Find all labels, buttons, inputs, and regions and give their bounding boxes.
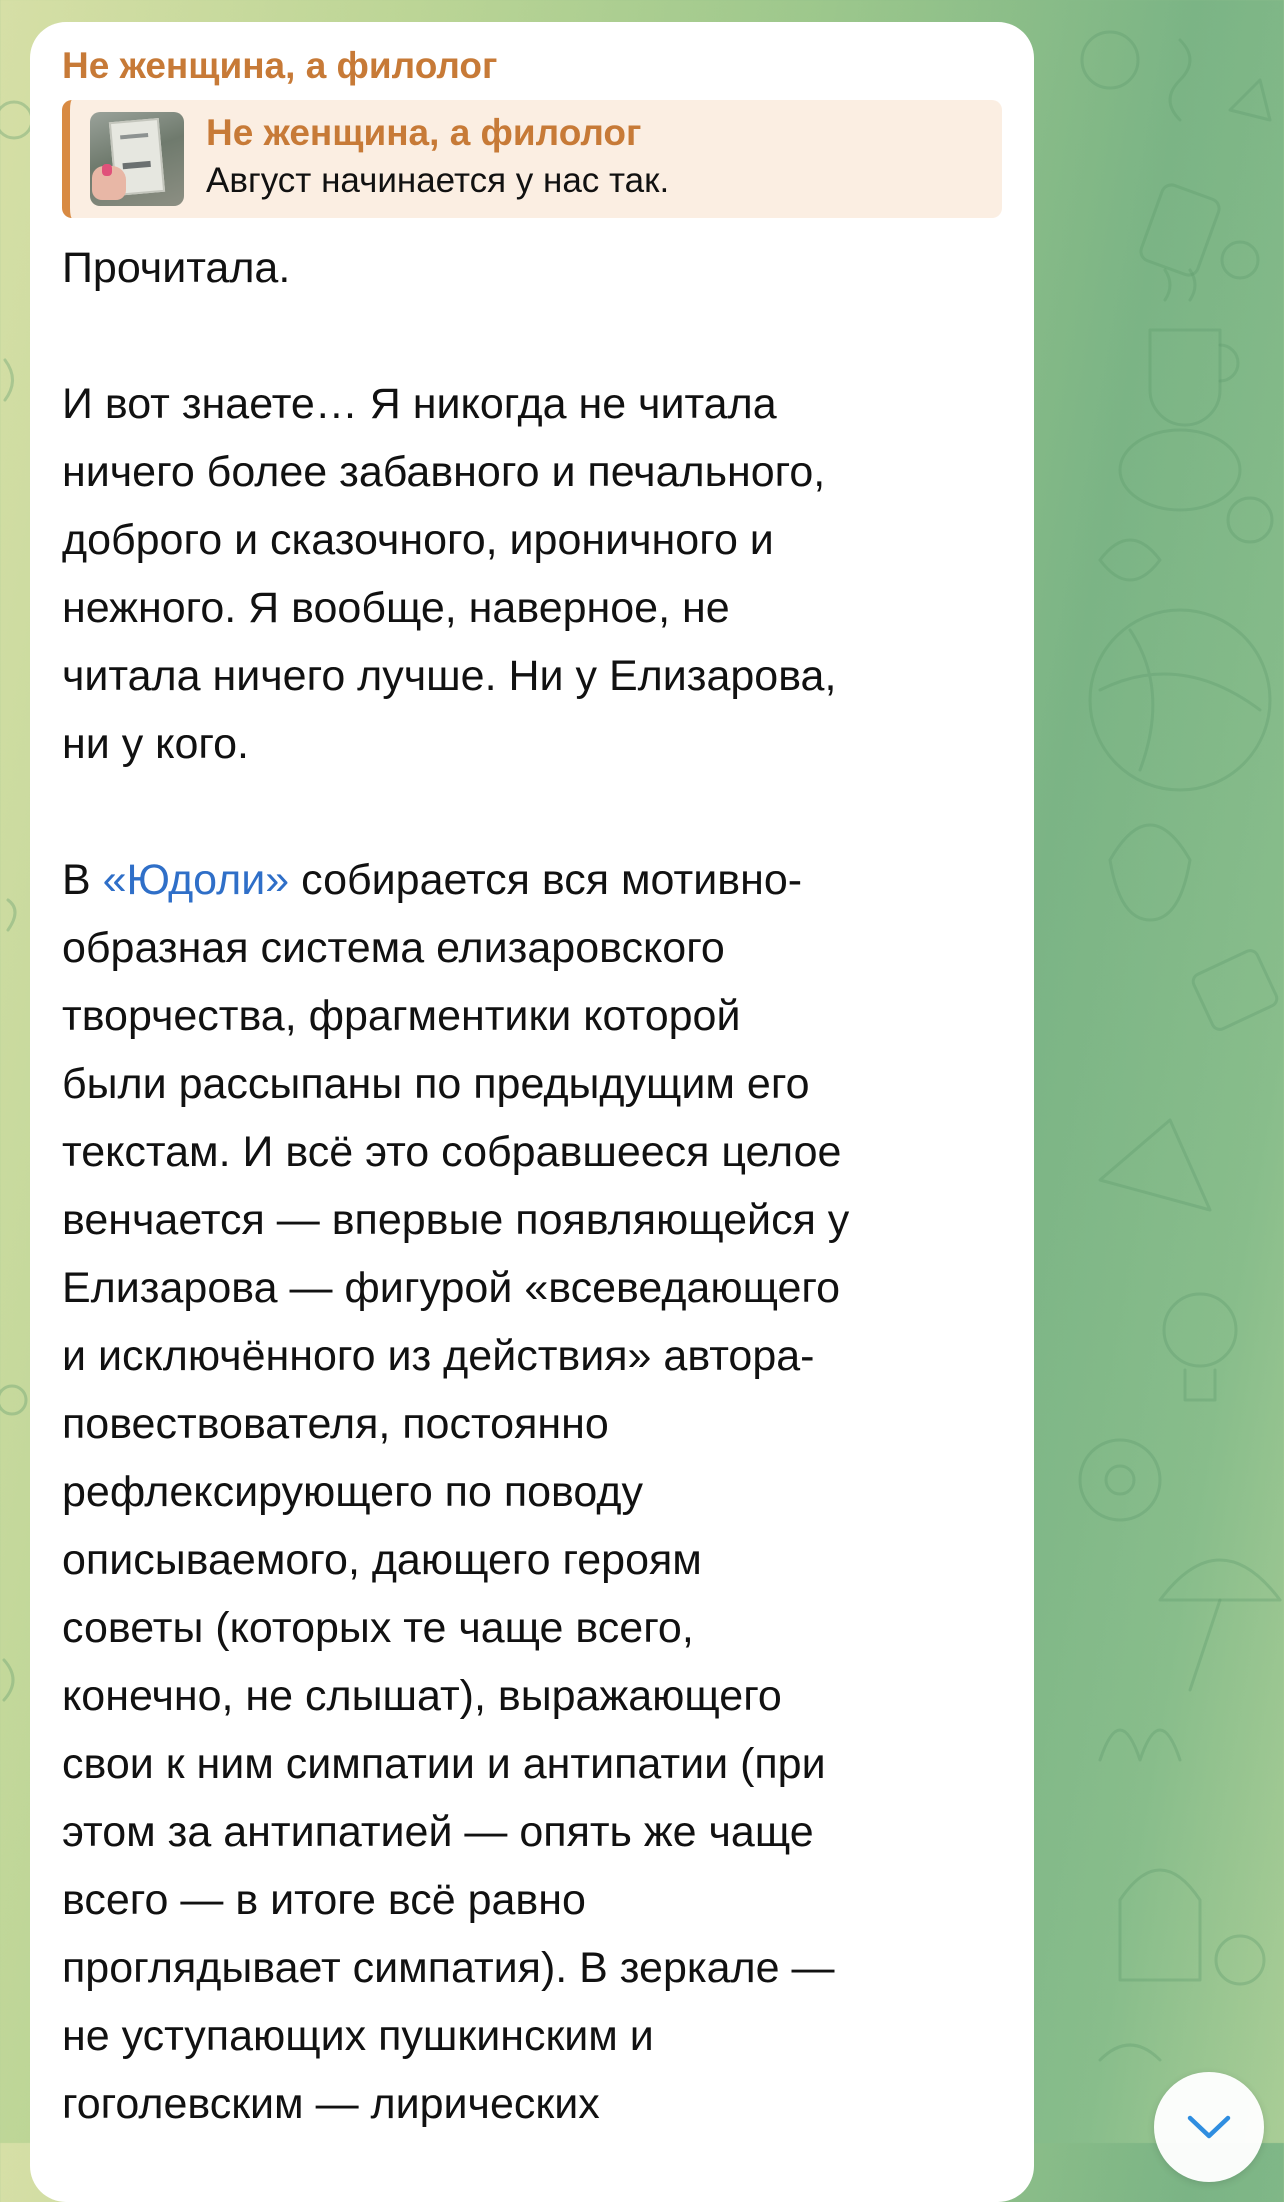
book-photo-thumbnail <box>90 112 184 206</box>
text-line: Прочитала. <box>62 244 291 292</box>
text-line: были рассыпаны по предыдущим его <box>62 1060 810 1108</box>
text-line: конечно, не слышат), выражающего <box>62 1672 782 1720</box>
text-line: описываемого, дающего героям <box>62 1536 702 1584</box>
text-line: советы (которых те чаще всего, <box>62 1604 694 1652</box>
scroll-to-bottom-button[interactable] <box>1154 2072 1264 2182</box>
text-line: и исключённого из действия» автора- <box>62 1332 815 1380</box>
message-text <box>62 234 1002 2138</box>
text-line: ни у кого. <box>62 720 249 768</box>
text-line: текстам. И всё это собравшееся целое <box>62 1128 842 1176</box>
reply-title: Не женщина, а филолог <box>206 112 642 153</box>
text-line: ничего более забавного и печального, <box>62 448 826 496</box>
text-line: нежного. Я вообще, наверное, не <box>62 584 730 632</box>
book-title-link[interactable]: «Юдоли» <box>102 856 290 904</box>
reply-text: Август начинается у нас так. <box>206 161 670 200</box>
text-line: образная система елизаровского <box>62 924 725 972</box>
text-line: венчается — впервые появляющейся у <box>62 1196 850 1244</box>
text-line: И вот знаете… Я никогда не читала <box>62 380 777 428</box>
text-line: В «Юдоли» собирается вся мотивно- <box>62 856 803 904</box>
text-line: творчества, фрагментики которой <box>62 992 741 1040</box>
text-line: всего — в итоге всё равно <box>62 1876 586 1924</box>
text-line: проглядывает симпатия). В зеркале — <box>62 1944 835 1992</box>
text-line: повествователя, постоянно <box>62 1400 609 1448</box>
text-line: этом за антипатией — опять же чаще <box>62 1808 814 1856</box>
text-line: свои к ним симпатии и антипатии (при <box>62 1740 826 1788</box>
message-bubble[interactable] <box>30 22 1034 2202</box>
sender-name[interactable]: Не женщина, а филолог <box>62 45 498 86</box>
text-line: не уступающих пушкинским и <box>62 2012 654 2060</box>
text-line: читала ничего лучше. Ни у Елизарова, <box>62 652 837 700</box>
text-line: Елизарова — фигурой «всеведающего <box>62 1264 841 1312</box>
text-line: рефлексирующего по поводу <box>62 1468 643 1516</box>
text-line: гоголевским — лирических <box>62 2080 600 2128</box>
chevron-down-icon <box>1184 2106 1234 2146</box>
reply-preview[interactable] <box>62 100 1002 218</box>
text-line: доброго и сказочного, ироничного и <box>62 516 774 564</box>
